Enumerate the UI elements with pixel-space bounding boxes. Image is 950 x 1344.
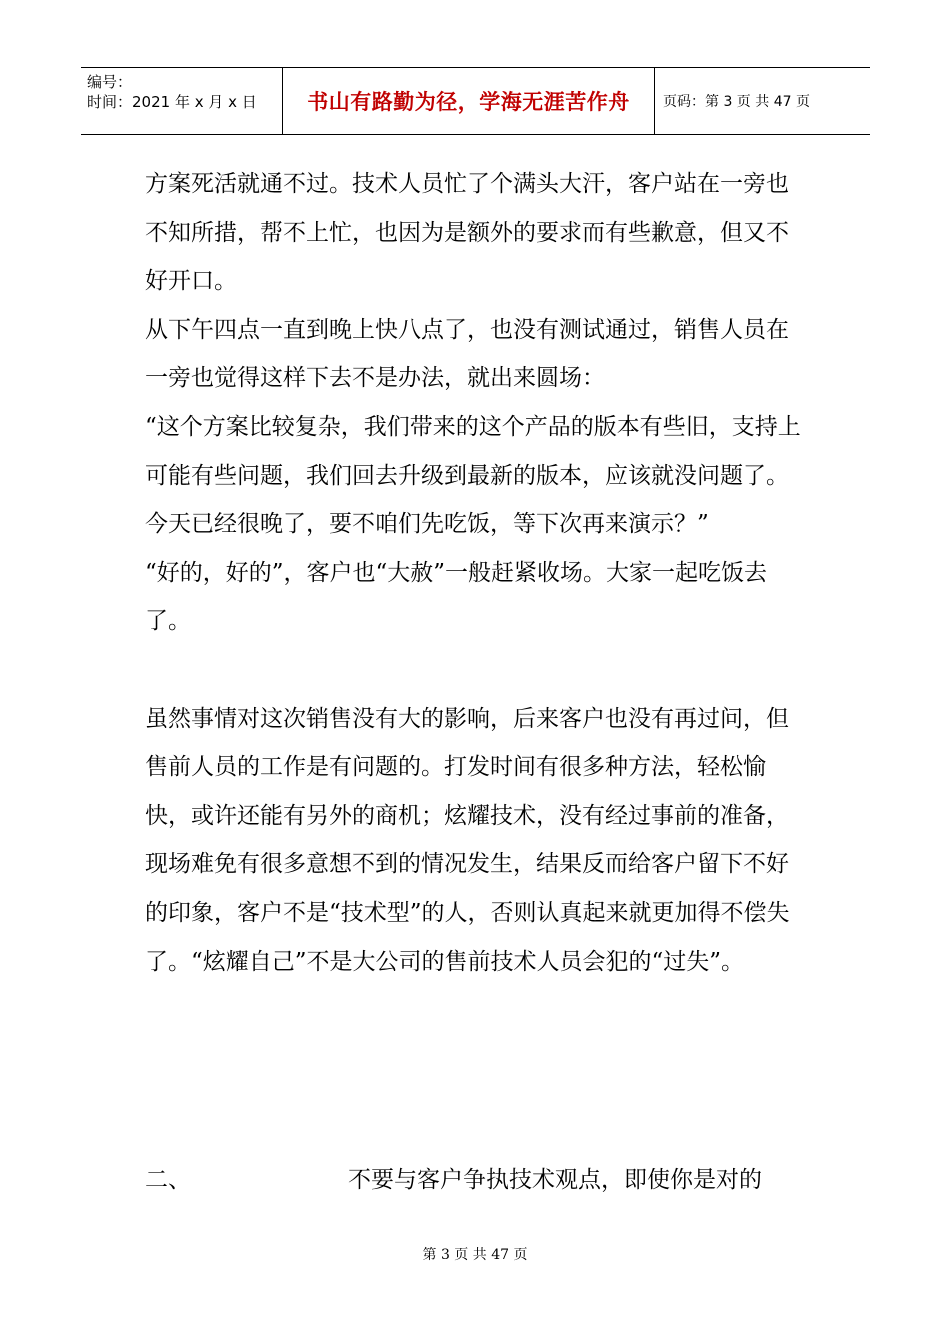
- header-page-info-cell: [655, 68, 870, 134]
- header-page-info: 页码：第 3 页 共 47 页: [663, 94, 810, 110]
- document-date: 时间：2021 年 x 月 x 日: [87, 93, 257, 111]
- page-footer: [0, 1244, 950, 1264]
- page-header: [81, 67, 870, 135]
- paragraph: “好的，好的”，客户也“大赦”一般赶紧收场。大家一起吃饭去了。: [145, 559, 768, 635]
- section-title: 不要与客户争执技术观点，即使你是对的: [348, 1167, 762, 1193]
- section-heading: [145, 1156, 762, 1204]
- footer-page-number: 第 3 页 共 47 页: [422, 1247, 528, 1263]
- section-number: 二、: [145, 1167, 191, 1193]
- paragraph: 从下午四点一直到晚上快八点了，也没有测试通过，销售人员在一旁也觉得这样下去不是办法，就出来圆场：: [145, 316, 789, 392]
- header-meta: [81, 68, 283, 134]
- document-body: [145, 160, 810, 986]
- header-motto-cell: [283, 68, 655, 134]
- document-number-label: 编号：: [87, 73, 133, 91]
- paragraph-spacer: [145, 646, 810, 695]
- paragraph: “这个方案比较复杂，我们带来的这个产品的版本有些旧，支持上可能有些问题，我们回去升级到最新的版本，应该就没问题了。今天已经很晚了，要不咱们先吃饭，等下次再来演示？”: [145, 413, 801, 538]
- header-motto: 书山有路勤为径，学海无涯苦作舟: [307, 90, 630, 114]
- paragraph: 虽然事情对这次销售没有大的影响，后来客户也没有再过问，但售前人员的工作是有问题的。打发时间有很多种方法，轻松愉快，或许还能有另外的商机；炫耀技术，没有经过事前的准备，现场难免有很多意想不到的情况发生，结果反而给客户留下不好的印象，客户不是“技术型”的人，否则认真起来就更加得不偿失了。“炫耀自己”不是大公司的售前技术人员会犯的“过失”。: [145, 705, 790, 975]
- paragraph: 方案死活就通不过。技术人员忙了个满头大汗，客户站在一旁也不知所措，帮不上忙，也因为是额外的要求而有些歉意，但又不好开口。: [145, 171, 789, 295]
